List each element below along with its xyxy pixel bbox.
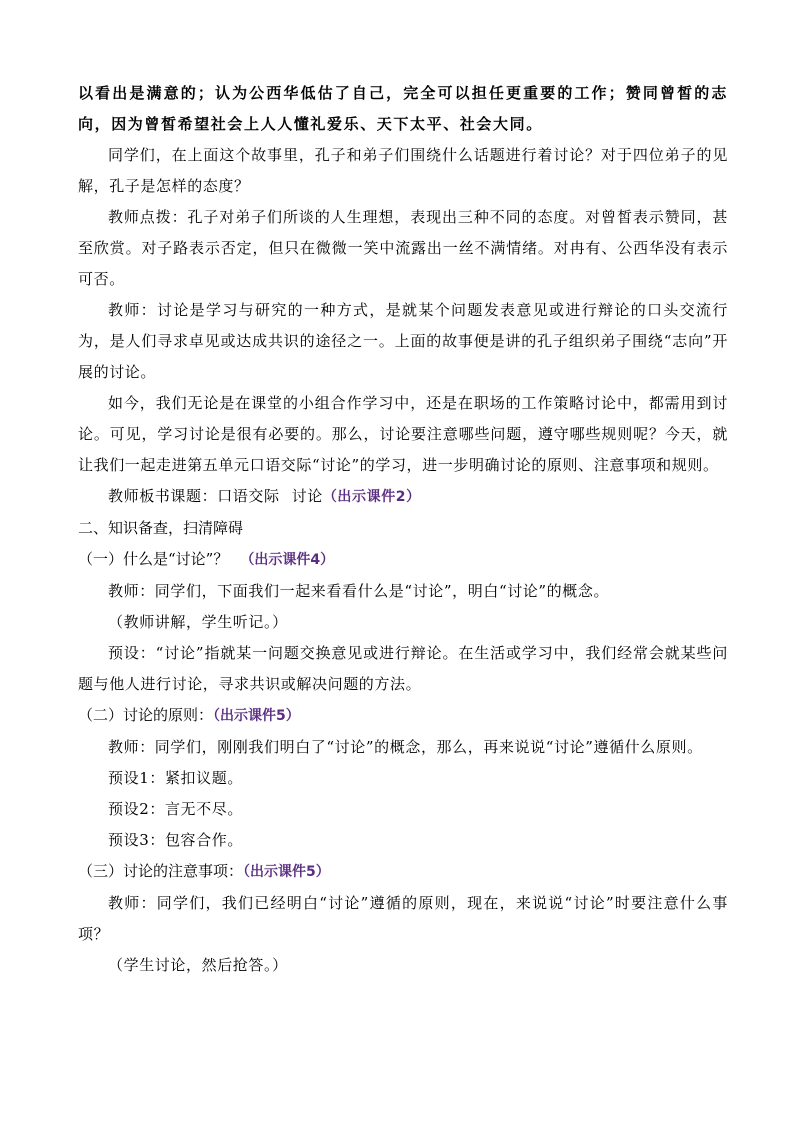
courseware-note: （出示课件4） [240,552,335,568]
heading-text: （一）什么是“讨论”？ [78,550,229,568]
topic-word: 讨论 [291,487,323,505]
paragraph: 教师：讨论是学习与研究的一种方式，是就某个问题发表意见或进行辩论的口头交流行为，是人们寻求卓见或达成共识的途径之一。上面的故事便是讲的孔子组织弟子围绕“志向”开展的讨论。 [78,301,728,381]
paragraph: 以看出是满意的；认为公西华低估了自己，完全可以担任更重要的工作；赞同曾皙的志向，因为曾皙希望社会上人人懂礼爱乐、天下太平、社会大同。 [78,84,728,133]
paragraph: 预设2：言无不尽。 [108,800,243,818]
paragraph: 预设：“讨论”指就某一问题交换意见或进行辩论。在生活或学习中，我们经常会就某些问题与他人进行讨论，寻求共识或解决问题的方法。 [78,644,728,693]
section-heading: 二、知识备查，扫清障碍 [78,519,244,537]
paragraph: 教师：同学们，刚刚我们明白了“讨论”的概念，那么，再来说说“讨论”遵循什么原则。 [108,738,703,756]
heading-text: （三）讨论的注意事项： [78,862,244,880]
heading-text: （二）讨论的原则： [78,706,214,724]
paragraph: 预设3：包容合作。 [108,831,243,849]
subsection-heading [78,544,728,576]
paragraph: 同学们，在上面这个故事里，孔子和弟子们围绕什么话题进行着讨论？对于四位弟子的见解，孔子是怎样的态度？ [78,146,728,195]
paragraph-with-courseware [78,481,728,513]
paragraph: 预设1：紧扣议题。 [108,769,243,787]
paragraph: （教师讲解，学生听记。） [108,613,288,631]
courseware-note: （出示课件5） [243,864,330,880]
paragraph: 教师：同学们，我们已经明白“讨论”遵循的原则，现在，来说说“讨论”时要注意什么事项？ [78,894,728,943]
paragraph: （学生讨论，然后抢答。） [108,956,288,974]
subsection-heading [78,700,728,732]
courseware-note: （出示课件2） [322,489,421,505]
subsection-heading [78,856,728,888]
document-page [78,78,728,981]
paragraph: 教师：同学们，下面我们一起来看看什么是“讨论”，明白“讨论”的概念。 [108,582,610,600]
paragraph-text: 教师板书课题：口语交际 [108,487,280,505]
courseware-note: （出示课件5） [213,708,300,724]
paragraph: 如今，我们无论是在课堂的小组合作学习中，还是在职场的工作策略讨论中，都需用到讨论。可见，学习讨论是很有必要的。那么，讨论要注意哪些问题，遵守哪些规则呢？今天，就让我们一起走进第五单元口语交际“讨论”的学习，进一步明确讨论的原则、注意事项和规则。 [78,394,728,474]
paragraph: 教师点拨：孔子对弟子们所谈的人生理想，表现出三种不同的态度。对曾皙表示赞同，甚至欣赏。对子路表示否定，但只在微微一笑中流露出一丝不满情绪。对冉有、公西华没有表示可否。 [78,208,728,288]
